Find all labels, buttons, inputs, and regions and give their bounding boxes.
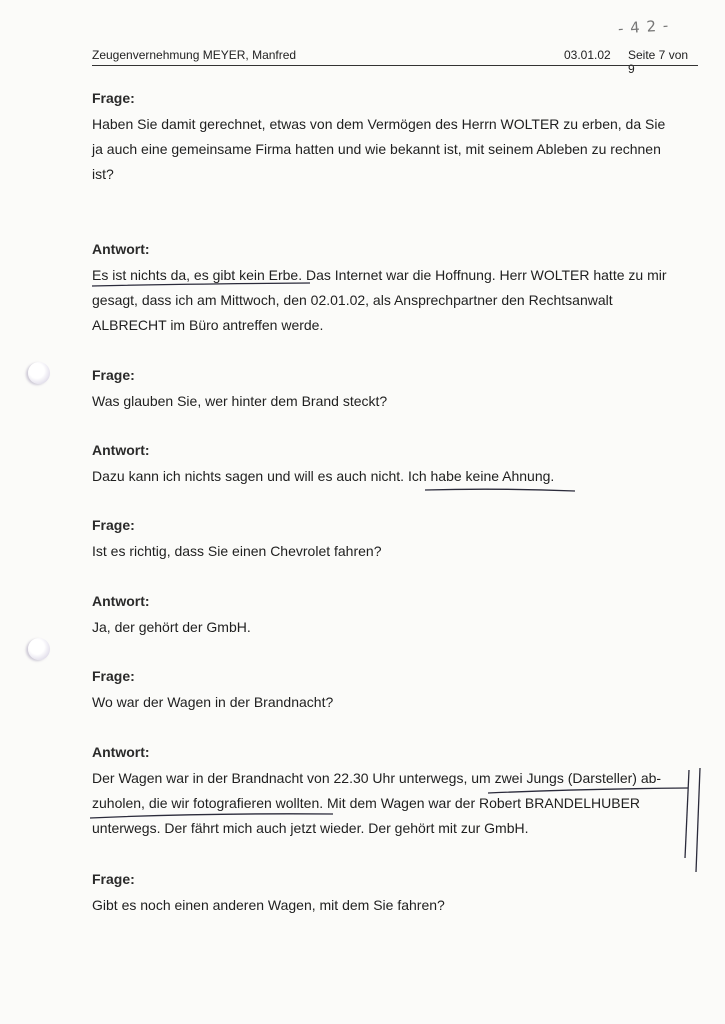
- text-line: Der Wagen war in der Brandnacht von 22.30 Uhr unterwegs, um zwei Jungs (Darsteller) ab-: [92, 770, 662, 786]
- qa-block-question-other-car: [92, 871, 702, 918]
- qa-block-answer-chevrolet: [92, 593, 702, 640]
- text-line: Wo war der Wagen in der Brandnacht?: [92, 694, 334, 710]
- question-text: [92, 112, 702, 187]
- text-line: ist?: [92, 166, 114, 182]
- text-line: Haben Sie damit gerechnet, etwas von dem Vermögen des Herrn WOLTER zu erben, da Sie: [92, 116, 666, 132]
- text-line: Es ist nichts da, es gibt kein Erbe. Das Internet war die Hoffnung. Herr WOLTER hatte zu mir: [92, 267, 667, 283]
- header-date: 03.01.02: [564, 48, 611, 62]
- question-label: Frage:: [92, 871, 135, 887]
- answer-text: [92, 766, 702, 841]
- answer-label: Antwort:: [92, 241, 150, 257]
- question-text: [92, 389, 702, 414]
- header-title: Zeugenvernehmung MEYER, Manfred: [92, 48, 297, 62]
- question-label: Frage:: [92, 517, 135, 533]
- answer-text: [92, 615, 702, 640]
- answer-label: Antwort:: [92, 442, 150, 458]
- question-text: [92, 539, 702, 564]
- header-divider: [92, 65, 698, 66]
- question-label: Frage:: [92, 668, 135, 684]
- text-line: Dazu kann ich nichts sagen und will es auch nicht. Ich habe keine Ahnung.: [92, 468, 555, 484]
- question-text: [92, 690, 702, 715]
- text-line: Was glauben Sie, wer hinter dem Brand steckt?: [92, 393, 388, 409]
- punch-hole-top: [28, 362, 50, 384]
- answer-text: [92, 464, 702, 489]
- question-text: [92, 893, 702, 918]
- text-line: zuholen, die wir fotografieren wollten. Mit dem Wagen war der Robert BRANDELHUBER: [92, 795, 641, 811]
- answer-label: Antwort:: [92, 593, 150, 609]
- qa-block-question-car-location: [92, 668, 702, 715]
- answer-label: Antwort:: [92, 744, 150, 760]
- question-label: Frage:: [92, 367, 135, 383]
- text-line: Gibt es noch einen anderen Wagen, mit dem Sie fahren?: [92, 897, 445, 913]
- answer-text: [92, 263, 702, 338]
- text-line: gesagt, dass ich am Mittwoch, den 02.01.02, als Ansprechpartner den Rechtsanwalt: [92, 292, 613, 308]
- header-page-indicator: Seite 7 von 9: [628, 48, 689, 76]
- qa-block-answer-car-location: [92, 744, 702, 841]
- handwritten-page-number: - 4 2 -: [617, 16, 670, 38]
- qa-block-answer-inheritance: [92, 241, 702, 338]
- qa-block-question-inheritance: [92, 90, 702, 187]
- qa-block-question-fire: [92, 367, 702, 414]
- question-label: Frage:: [92, 90, 135, 106]
- underline-mark: [425, 489, 575, 491]
- punch-hole-bottom: [28, 638, 50, 660]
- text-line: Ja, der gehört der GmbH.: [92, 619, 251, 635]
- qa-block-question-chevrolet: [92, 517, 702, 564]
- text-line: ja auch eine gemeinsame Firma hatten und wie bekannt ist, mit seinem Ableben zu rechnen: [92, 141, 661, 157]
- text-line: Ist es richtig, dass Sie einen Chevrolet fahren?: [92, 543, 382, 559]
- text-line: ALBRECHT im Büro antreffen werde.: [92, 317, 324, 333]
- text-line: unterwegs. Der fährt mich auch jetzt wieder. Der gehört mit zur GmbH.: [92, 820, 529, 836]
- qa-block-answer-fire: [92, 442, 702, 489]
